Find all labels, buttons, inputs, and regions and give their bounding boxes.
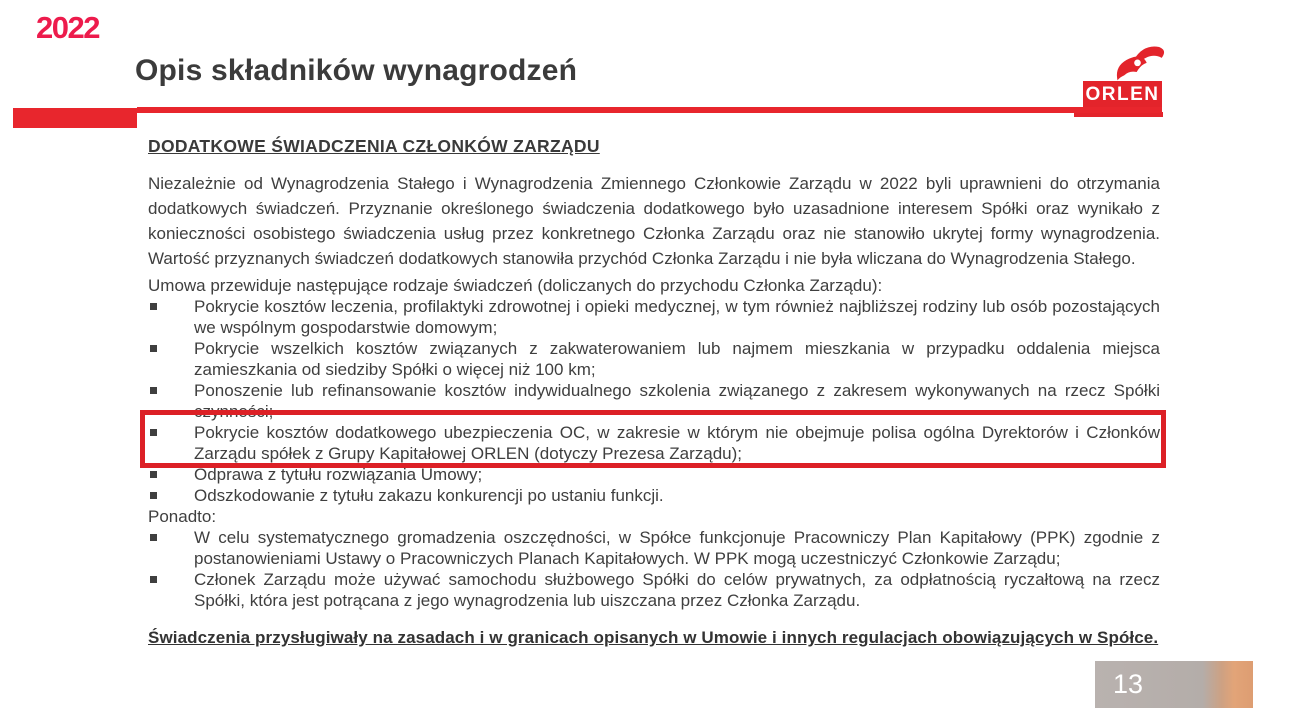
- bullet-square-icon: [150, 345, 157, 352]
- intro-paragraph: Niezależnie od Wynagrodzenia Stałego i Wynagrodzenia Zmiennego Członkowie Zarządu w 2022 byli uprawnieni do otrzymania dodatkowych świadczeń. Przyznanie określonego świadczenia dodatkowego było uzasadnione interesem Spółki oraz wynikało z konieczności osobistego świadczenia usług przez konkretnego Członka Zarządu oraz nie stanowiło ukrytej formy wynagrodzenia. Wartość przyznanych świadczeń dodatkowych stanowiła przychód Członka Zarządu i nie była wliczana do Wynagrodzenia Stałego.: [148, 174, 1160, 268]
- bullet-square-icon: [150, 492, 157, 499]
- list-item: [148, 338, 1160, 380]
- year-badge: 2022: [36, 10, 99, 45]
- list-item-text: Pokrycie wszelkich kosztów związanych z zakwaterowaniem lub najmem mieszkania w przypadku oddalenia miejsca zamieszkania od siedziby Spółki o więcej niż 100 km;: [194, 339, 1160, 379]
- page-number-bar: [1095, 661, 1253, 708]
- footer-note: Świadczenia przysługiwały na zasadach i w granicach opisanych w Umowie i innych regulacjach obowiązujących w Spółce.: [148, 628, 1159, 647]
- list-item-text: Pokrycie kosztów dodatkowego ubezpieczenia OC, w zakresie w którym nie obejmuje polisa ogólna Dyrektorów i Członków Zarządu spółek z Grupy Kapitałowej ORLEN (dotyczy Prezesa Zarządu);: [194, 423, 1160, 463]
- orlen-eagle-icon: [1104, 42, 1166, 82]
- orlen-logo-text: ORLEN: [1085, 83, 1160, 105]
- bullet-square-icon: [150, 534, 157, 541]
- list-item-text: Odprawa z tytułu rozwiązania Umowy;: [194, 465, 483, 484]
- highlight-box: [140, 410, 1166, 468]
- bullet-square-icon: [150, 576, 157, 583]
- section-heading: DODATKOWE ŚWIADCZENIA CZŁONKÓW ZARZĄDU: [148, 136, 600, 156]
- list-item-text: Pokrycie kosztów leczenia, profilaktyki zdrowotnej i opieki medycznej, w tym również najbliższej rodziny lub osób pozostających we wspólnym gospodarstwie domowym;: [194, 297, 1160, 337]
- list-item: [148, 527, 1160, 569]
- list-item-text: Odszkodowanie z tytułu zakazu konkurencji po ustaniu funkcji.: [194, 486, 664, 505]
- header-rule-thick: [13, 108, 137, 128]
- list-item: [148, 296, 1160, 338]
- ponadto-label: Ponadto:: [148, 507, 217, 526]
- list-intro: Umowa przewiduje następujące rodzaje świadczeń (doliczanych do przychodu Członka Zarządu):: [148, 276, 883, 295]
- header-rule-thin: [137, 107, 1162, 113]
- additional-list: [148, 527, 1160, 611]
- list-item: [148, 485, 1160, 506]
- bullet-square-icon: [150, 387, 157, 394]
- bullet-square-icon: [150, 471, 157, 478]
- list-item-text: Członek Zarządu może używać samochodu służbowego Spółki do celów prywatnych, za odpłatnością ryczałtową na rzecz Spółki, która jest potrącana z jego wynagrodzenia lub uiszczana przez Członka Zarządu.: [194, 570, 1160, 610]
- benefits-list: [148, 296, 1160, 506]
- orlen-logo-box: [1083, 81, 1162, 108]
- list-item: [148, 569, 1160, 611]
- document-body: [148, 136, 1160, 649]
- list-item-text: Ponoszenie lub refinansowanie kosztów indywidualnego szkolenia związanego z zakresem wykonywanych na rzecz Spółki czynności;: [194, 381, 1160, 421]
- list-item-highlighted: [148, 422, 1160, 464]
- page-title: Opis składników wynagrodzeń: [135, 54, 578, 87]
- bullet-square-icon: [150, 303, 157, 310]
- list-item-text: W celu systematycznego gromadzenia oszczędności, w Spółce funkcjonuje Pracowniczy Plan Kapitałowy (PPK) zgodnie z postanowieniami Ustawy o Pracowniczych Planach Kapitałowych. W PPK mogą uczestniczyć Członkowie Zarządu;: [194, 528, 1160, 568]
- page-number: 13: [1113, 669, 1144, 699]
